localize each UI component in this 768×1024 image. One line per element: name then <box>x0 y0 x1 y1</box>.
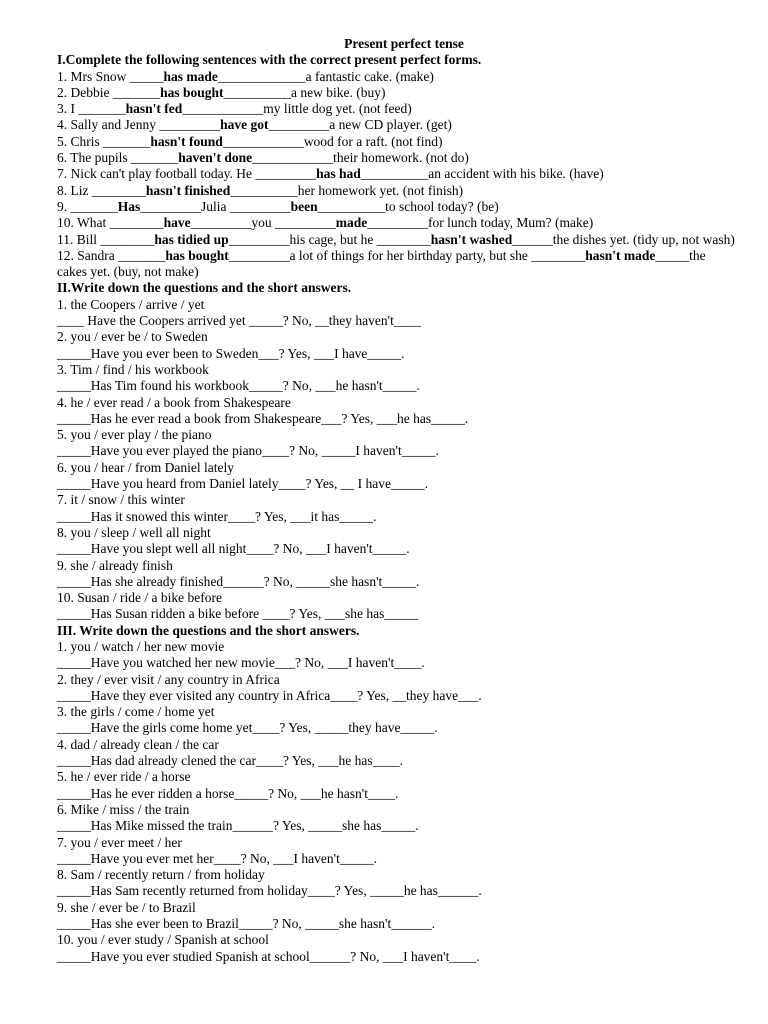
sentence-text: 2. Debbie _______ <box>57 84 161 100</box>
sentence-text: __________a new bike. (buy) <box>223 84 386 100</box>
answer-text: haven't done <box>178 150 253 166</box>
exercise-sentence <box>57 101 737 117</box>
exercise-prompt: 2. they / ever visit / any country in Africa <box>57 671 280 687</box>
sentence-text: _________for lunch today, Mum? (make) <box>367 215 594 231</box>
exercise-sentence <box>57 69 737 85</box>
exercise-prompt: 7. it / snow / this winter <box>57 492 185 508</box>
answer-text: has bought <box>165 247 229 263</box>
sentence-text: 4. Sally and Jenny _________ <box>57 117 221 133</box>
answer-text: have <box>163 215 191 231</box>
exercise-answer: _____Has he ever read a book from Shakespeare___? Yes, ___he has_____. <box>57 410 469 426</box>
sentence-text: _____the cakes yet. (buy, not make) <box>57 247 706 280</box>
exercise-sentence <box>57 166 737 182</box>
exercise-sentence <box>57 232 737 248</box>
answer-text: has had <box>316 166 361 182</box>
exercise-sentence <box>57 183 737 199</box>
answer-text: hasn't made <box>585 247 656 263</box>
answer-text: has bought <box>160 84 224 100</box>
sentence-text: 7. Nick can't play football today. He _________ <box>57 166 317 182</box>
answer-text: hasn't finished <box>145 182 231 198</box>
exercise-answer: _____Has it snowed this winter____? Yes, ___it has_____. <box>57 508 377 524</box>
exercise-prompt: 4. dad / already clean / the car <box>57 736 219 752</box>
exercise-sentence <box>57 150 737 166</box>
exercise-answer: _____Has Tim found his workbook_____? No, ___he hasn't_____. <box>57 378 420 394</box>
exercise-answer: _____Has he ever ridden a horse_____? No, ___he hasn't____. <box>57 785 399 801</box>
answer-text: has made <box>163 68 218 84</box>
sentence-text: _____________a fantastic cake. (make) <box>217 68 434 84</box>
exercise-answer: _____Have you ever met her____? No, ___I haven't_____. <box>57 850 377 866</box>
sentence-text: _________Julia _________ <box>140 198 291 214</box>
exercise-prompt: 9. she / ever be / to Brazil <box>57 899 196 915</box>
sentence-text: _________a lot of things for her birthday party, but she ________ <box>228 247 586 263</box>
exercise-prompt: 5. he / ever ride / a horse <box>57 769 191 785</box>
sentence-text: 5. Chris _______ <box>57 133 151 149</box>
sentence-text: 9. _______ <box>57 198 118 214</box>
sentence-text: 1. Mrs Snow _____ <box>57 68 164 84</box>
answer-text: been <box>290 198 318 214</box>
exercise-sentence <box>57 117 737 133</box>
sentence-text: 12. Sandra _______ <box>57 247 166 263</box>
sentence-text: ____________my little dog yet. (not feed) <box>182 101 412 117</box>
exercise-prompt: 1. you / watch / her new movie <box>57 638 225 654</box>
exercise-prompt: 10. Susan / ride / a bike before <box>57 590 222 606</box>
sentence-text: ____________their homework. (not do) <box>252 150 469 166</box>
answer-text: have got <box>220 117 269 133</box>
exercise-prompt: 6. Mike / miss / the train <box>57 801 190 817</box>
exercise-answer: _____Have you watched her new movie___? No, ___I haven't____. <box>57 655 425 671</box>
section-1-exercises <box>57 69 737 281</box>
page-title: Present perfect tense <box>344 36 464 51</box>
sentence-text: 6. The pupils _______ <box>57 150 179 166</box>
exercise-prompt: 4. he / ever read / a book from Shakespeare <box>57 394 291 410</box>
exercise-answer: _____Has Susan ridden a bike before ____? Yes, ___she has_____ <box>57 606 419 622</box>
exercise-answer: _____Have they ever visited any country in Africa____? Yes, __they have___. <box>57 687 482 703</box>
answer-text: has tidied up <box>154 231 229 247</box>
exercise-sentence <box>57 215 737 231</box>
exercise-answer: _____Have you ever been to Sweden___? Yes, ___I have_____. <box>57 345 405 361</box>
exercise-prompt: 5. you / ever play / the piano <box>57 427 212 443</box>
exercise-prompt: 6. you / hear / from Daniel lately <box>57 459 234 475</box>
exercise-prompt: 3. the girls / come / home yet <box>57 704 215 720</box>
section-3-exercises <box>57 639 737 965</box>
sentence-text: 11. Bill ________ <box>57 231 155 247</box>
sentence-text: ____________wood for a raft. (not find) <box>222 133 443 149</box>
section-3-heading: III. Write down the questions and the short answers. <box>57 622 360 638</box>
exercise-answer: _____Have you heard from Daniel lately____? Yes, __ I have_____. <box>57 476 429 492</box>
sentence-text: 8. Liz ________ <box>57 182 146 198</box>
exercise-sentence <box>57 85 737 101</box>
sentence-text: _________a new CD player. (get) <box>268 117 452 133</box>
exercise-answer: _____Has Sam recently returned from holiday____? Yes, _____he has______. <box>57 883 482 899</box>
answer-text: hasn't found <box>150 133 223 149</box>
answer-text: Has <box>117 198 141 214</box>
exercise-answer: ____ Have the Coopers arrived yet _____? No, __they haven't____ <box>57 313 421 329</box>
exercise-answer: _____Have you ever played the piano____? No, _____I haven't_____. <box>57 443 439 459</box>
exercise-prompt: 7. you / ever meet / her <box>57 834 182 850</box>
exercise-answer: _____Has she ever been to Brazil_____? No, _____she hasn't______. <box>57 916 436 932</box>
sentence-text: ______the dishes yet. (tidy up, not wash) <box>512 231 735 247</box>
sentence-text: __________an accident with his bike. (have) <box>360 166 604 182</box>
exercise-answer: _____Have you ever studied Spanish at school______? No, ___I haven't____. <box>57 948 480 964</box>
sentence-text: _________you _________ <box>190 215 336 231</box>
sentence-text: __________her homework yet. (not finish) <box>230 182 464 198</box>
worksheet <box>57 36 737 965</box>
section-2-exercises <box>57 297 737 623</box>
exercise-prompt: 8. Sam / recently return / from holiday <box>57 867 265 883</box>
section-2-heading: II.Write down the questions and the short answers. <box>57 280 352 296</box>
exercise-answer: _____Has she already finished______? No, _____she hasn't_____. <box>57 573 420 589</box>
answer-text: hasn't washed <box>430 231 513 247</box>
exercise-answer: _____Has Mike missed the train______? Yes, _____she has_____. <box>57 818 419 834</box>
exercise-prompt: 10. you / ever study / Spanish at school <box>57 932 269 948</box>
exercise-answer: _____Have the girls come home yet____? Yes, _____they have_____. <box>57 720 438 736</box>
answer-text: made <box>335 215 368 231</box>
section-1-heading: I.Complete the following sentences with the correct present perfect forms. <box>57 52 482 68</box>
sentence-text: __________to school today? (be) <box>317 198 499 214</box>
exercise-prompt: 1. the Coopers / arrive / yet <box>57 296 205 312</box>
answer-text: hasn't fed <box>125 101 183 117</box>
sentence-text: 10. What ________ <box>57 215 164 231</box>
exercise-sentence <box>57 134 737 150</box>
exercise-sentence <box>57 199 737 215</box>
sentence-text: 3. I _______ <box>57 101 126 117</box>
exercise-answer: _____Has dad already clened the car____? Yes, ___he has____. <box>57 753 404 769</box>
exercise-sentence <box>57 248 707 281</box>
exercise-prompt: 8. you / sleep / well all night <box>57 524 211 540</box>
exercise-prompt: 9. she / already finish <box>57 557 173 573</box>
sentence-text: _________his cage, but he ________ <box>228 231 431 247</box>
exercise-prompt: 2. you / ever be / to Sweden <box>57 329 208 345</box>
exercise-answer: _____Have you slept well all night____? No, ___I haven't_____. <box>57 541 410 557</box>
exercise-prompt: 3. Tim / find / his workbook <box>57 361 209 377</box>
